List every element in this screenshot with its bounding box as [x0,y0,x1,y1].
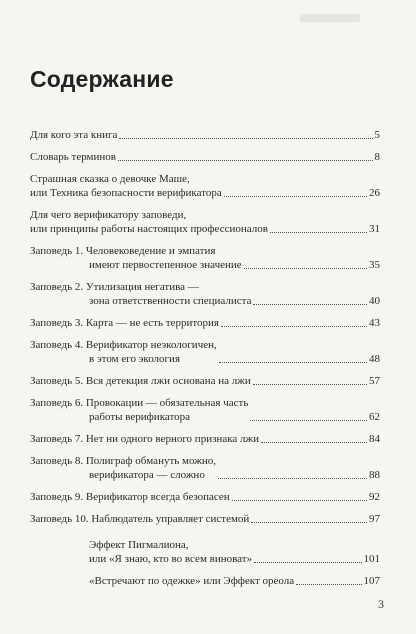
toc-entry-page: 8 [374,151,380,163]
toc-entry-page: 97 [369,513,380,525]
toc-entry-page: 48 [369,353,380,365]
toc-entry-page: 43 [369,317,380,329]
toc-entry [30,538,380,566]
toc-entry [30,316,380,330]
toc-entry-line: верификатора — сложно [89,469,205,481]
toc-entry-line: или принципы работы настоящих профессионалов [30,223,268,235]
toc-entry [30,490,380,504]
dot-leader [224,195,367,197]
toc-entry-title [30,512,249,526]
toc-entry [30,172,380,200]
toc-entry-title [30,244,242,272]
toc-entry-line: в этом его экология [89,353,181,365]
dot-leader [218,477,367,479]
page-number: 3 [378,597,384,611]
toc-entry-page: 57 [369,375,380,387]
toc-entry [30,512,380,526]
toc-entry-page: 92 [369,491,380,503]
toc-entry-title [30,128,117,142]
toc-entry-page: 62 [369,411,380,423]
toc-entry-title [89,574,294,588]
toc-entry-title [30,454,216,482]
toc-entry-title [30,374,251,388]
dot-leader [250,419,367,421]
dot-leader [261,441,367,443]
toc-entry [30,432,380,446]
toc-entry-line: Заповедь 6. Провокации — обязательная часть [30,397,249,409]
toc-entry-line: Заповедь 10. Наблюдатель управляет системой [30,513,250,525]
toc-entry-title [30,432,259,446]
toc-entry-page: 107 [363,575,380,587]
toc-entry-line: Эффект Пигмалиона, [89,539,189,551]
toc-entry [30,128,380,142]
dot-leader [118,159,373,161]
toc-entry-line: Страшная сказка о девочке Маше, [30,173,190,185]
toc-entry [30,244,380,272]
toc-entry-title [30,208,268,236]
dot-leader [254,561,361,563]
toc-entry-line: зона ответственности специалиста [89,295,252,307]
page-title: Содержание [30,66,174,92]
toc-entry-title [30,172,222,200]
toc-entry-line: Заповедь 9. Верификатор всегда безопасен [30,491,230,503]
toc-entry-title [89,538,252,566]
toc-entry-page: 35 [369,259,380,271]
toc-entry-line: Заповедь 7. Нет ни одного верного признака лжи [30,433,259,445]
dot-leader [251,521,367,523]
toc-entry [30,208,380,236]
toc-entry [30,574,380,588]
dot-leader [232,499,367,501]
dot-leader [253,303,367,305]
dot-leader [221,325,367,327]
toc-entry-title [30,490,230,504]
dot-leader [270,231,367,233]
dot-leader [219,361,367,363]
toc-entry-line: работы верификатора [89,411,191,423]
toc-entry-page: 88 [369,469,380,481]
toc-entry-title [30,338,217,366]
toc-entry-page: 84 [369,433,380,445]
dot-leader [253,383,367,385]
toc-entry-line: или Техника безопасности верификатора [30,187,222,199]
dot-leader [244,267,367,269]
toc-entry-page: 26 [369,187,380,199]
toc-entry-line: «Встречают по одежке» или Эффект ореола [89,575,295,587]
table-of-contents [30,128,380,588]
toc-entry [30,396,380,424]
toc-entry-title [30,280,251,308]
toc-entry-line: Заповедь 8. Полиграф обмануть можно, [30,455,216,467]
dot-leader [119,137,372,139]
toc-entry-page: 40 [369,295,380,307]
toc-entry-line: Для чего верификатору заповеди, [30,209,187,221]
toc-entry-line: Заповедь 4. Верификатор неэкологичен, [30,339,217,351]
toc-entry-line: или «Я знаю, кто во всем виноват» [89,553,253,565]
toc-entry [30,338,380,366]
toc-entry-title [30,396,248,424]
toc-entry-line: имеют первостепенное значение [89,259,242,271]
toc-entry-line: Заповедь 3. Карта — не есть территория [30,317,219,329]
toc-entry-line: Для кого эта книга [30,129,118,141]
toc-entry-line: Словарь терминов [30,151,116,163]
toc-entry [30,374,380,388]
toc-entry [30,280,380,308]
toc-entry-page: 101 [363,553,380,565]
toc-entry [30,150,380,164]
toc-entry-line: Заповедь 2. Утилизация негатива — [30,281,199,293]
toc-entry-page: 31 [369,223,380,235]
bleed-through-text [300,14,360,22]
toc-entry-page: 5 [374,129,380,141]
toc-entry-line: Заповедь 1. Человековедение и эмпатия [30,245,216,257]
toc-entry [30,454,380,482]
toc-entry-line: Заповедь 5. Вся детекция лжи основана на лжи [30,375,251,387]
toc-entry-title [30,316,219,330]
dot-leader [296,583,361,585]
toc-entry-title [30,150,116,164]
